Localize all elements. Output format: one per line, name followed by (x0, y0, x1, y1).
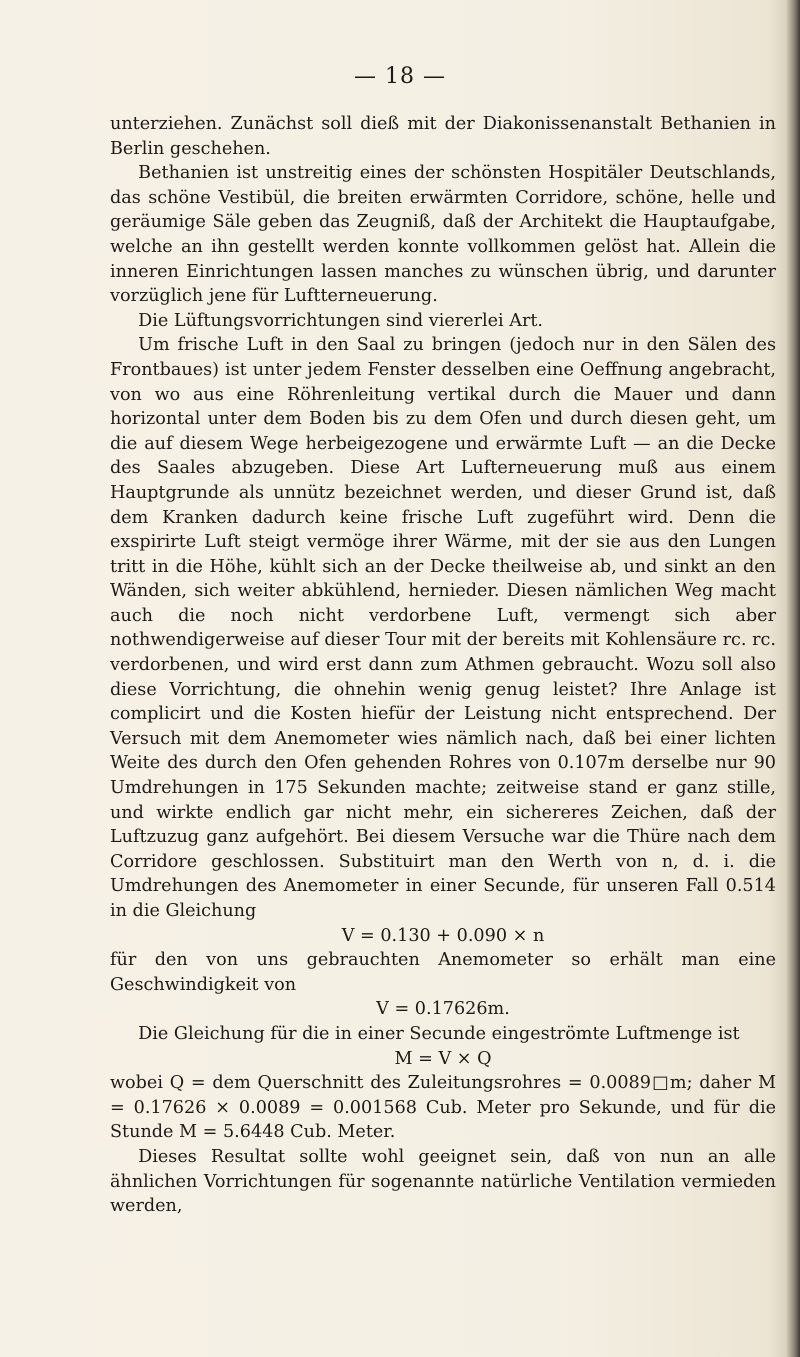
text-anemometer: für den von uns gebrauchten Anemometer so erhält man eine Geschwindigkeit von (110, 950, 776, 995)
paragraph-frische-luft: Um frische Luft in den Saal zu bringen (jedoch nur in den Sälen des Frontbaues) ist unter jedem Fenster desselben eine Oeffnung angebracht, von wo aus eine Röhrenleitung vertikal durch die Mauer und dann horizontal unter dem Boden bis zu dem Ofen und durch diesen geht, um die auf diesem Wege herbeigezogene und erwärmte Luft — an die Decke des Saales abzugeben. Diese Art Lufterneuerung muß aus einem Hauptgrunde als unnütz bezeichnet werden, und dieser Grund ist, daß dem Kranken dadurch keine frische Luft zugeführt wird. Denn die exspirirte Luft steigt vermöge ihrer Wärme, mit der sie aus den Lungen tritt in die Höhe, kühlt sich an der Decke theilweise ab, und sinkt an den Wänden, sich weiter abkühlend, hernieder. Diesen nämlichen Weg macht auch die noch nicht verdorbene Luft, vermengt sich aber nothwendigerweise auf dieser Tour mit der bereits mit Kohlensäure rc. rc. verdorbenen, und wird erst dann zum Athmen gebraucht. Wozu soll also diese Vorrichtung, die ohnehin wenig genug leistet? Ihre Anlage ist complicirt und die Kosten hiefür der Leistung nicht entsprechend. Der Versuch mit dem Anemometer wies nämlich nach, daß bei einer lichten Weite des durch den Ofen gehenden Rohres von 0.107m derselbe nur 90 Umdrehungen in 175 Sekunden machte; zeitweise stand er ganz stille, und wirkte endlich gar nicht mehr, ein sichereres Zeichen, daß der Luftzuzug ganz aufgehört. Bei diesem Versuche war die Thüre nach dem Corridore geschlossen. Substituirt man den Werth von n, d. i. die Umdrehungen des Anemometer in einer Secunde, für unseren Fall 0.514 in die Gleichung (110, 335, 776, 921)
paragraph-resultat: Dieses Resultat sollte wohl geeignet sein, daß von nun an alle ähnlichen Vorrichtungen für sogenannte natürliche Ventilation vermieden werden, (110, 1146, 776, 1217)
body-text (110, 112, 776, 1219)
paragraph-bethanien: Bethanien ist unstreitig eines der schönsten Hospitäler Deutschlands, das schöne Vestibül, die breiten erwärmten Corridore, schöne, helle und geräumige Säle geben das Zeugniß, daß der Architekt die Hauptaufgabe, welche an ihn gestellt werden konnte vollkommen gelöst hat. Allein die inneren Einrichtungen lassen manches zu wünschen übrig, und darunter vorzüglich jene für Luftterneuerung. (110, 163, 776, 307)
text-querschnitt: wobei Q = dem Querschnitt des Zuleitungsrohres = 0.0089□m; daher M = 0.17626 × 0.0089 = 0.001568 Cub. Meter pro Sekunde, und für die Stunde M = 5.6448 Cub. Meter. (110, 1073, 776, 1143)
page-edge-shadow (786, 0, 800, 1357)
equation-volume: M = V × Q (394, 1048, 492, 1069)
paragraph-lueftung: Die Lüftungsvorrichtungen sind viererlei Art. (138, 310, 544, 331)
page-number: — 18 — (354, 64, 446, 89)
paragraph-intro: unterziehen. Zunächst soll dieß mit der Diakonissenanstalt Bethanien in Berlin geschehen. (110, 114, 776, 159)
equation-velocity: V = 0.130 + 0.090 × n (341, 925, 545, 946)
equation-velocity-result: V = 0.17626m. (376, 999, 510, 1020)
text-luftmenge: Die Gleichung für die in einer Secunde eingeströmte Luftmenge ist (138, 1023, 740, 1044)
